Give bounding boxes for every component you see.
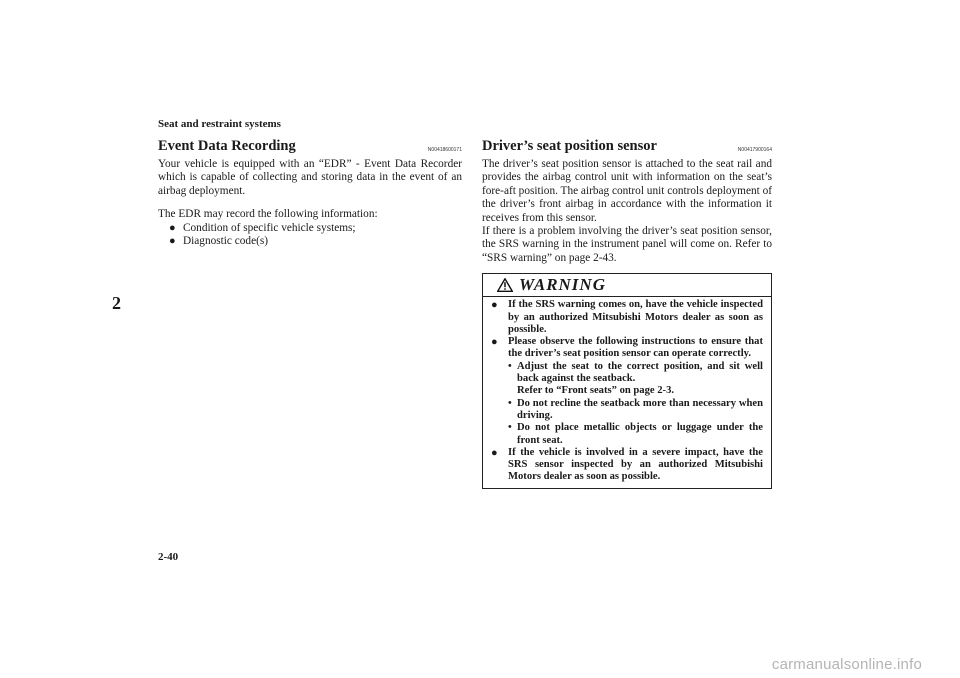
warning-subitem (508, 422, 763, 447)
bullet-icon: ● (169, 235, 176, 248)
sub-bullet-icon: • (508, 360, 512, 372)
warning-item-text: Please observe the following instructions to ensure that the driver’s seat position sensor can operate correctly. (508, 336, 763, 360)
warning-subitem (508, 361, 763, 398)
right-column (482, 138, 772, 489)
section-code: N00418600171 (427, 147, 462, 153)
bullet-icon: ● (491, 299, 498, 312)
warning-item (491, 336, 763, 447)
list-item-text: Diagnostic code(s) (183, 235, 269, 248)
watermark-link[interactable]: carmanualsonline.info (771, 656, 922, 673)
warning-box (482, 273, 772, 488)
seat-sensor-heading-row (482, 138, 772, 155)
list-item-text: Condition of specific vehicle systems; (183, 221, 356, 234)
warning-subitem-text: Do not recline the seatback more than necessary when driving. (517, 397, 763, 421)
left-column (158, 138, 462, 248)
section-header: Seat and restraint systems (158, 118, 281, 130)
sub-bullet-icon: • (508, 422, 512, 434)
warning-item-text: If the vehicle is involved in a severe impact, have the SRS sensor inspected by an authorized Mitsubishi Motors dealer as soon as possible. (508, 446, 763, 483)
body-paragraph: The driver’s seat position sensor is attached to the seat rail and provides the airbag control unit with information on the seat’s fore-aft position. The airbag control unit controls deployment of the driver’s front airbag in accordance with the information it receives from this sensor. (482, 158, 772, 224)
event-data-heading-row (158, 138, 462, 155)
warning-subitem (508, 398, 763, 423)
bullet-icon: ● (169, 221, 176, 234)
sub-bullet-icon: • (508, 397, 512, 409)
chapter-tab: 2 (112, 293, 121, 313)
page-number: 2-40 (158, 551, 179, 563)
section-code: N00417900164 (737, 147, 772, 153)
section-title: Driver’s seat position sensor (482, 138, 657, 154)
section-title: Event Data Recording (158, 138, 296, 154)
warning-header (483, 274, 771, 297)
cross-reference: Refer to “Front seats” on page 2-3. (517, 385, 675, 397)
warning-item (491, 299, 763, 336)
bullet-icon: ● (491, 336, 498, 349)
list-item (158, 222, 462, 235)
body-paragraph: Your vehicle is equipped with an “EDR” - Event Data Recorder which is capable of collecting and storing data in the event of an airbag deployment. (158, 158, 462, 197)
warning-body (483, 297, 771, 487)
warning-item-text: If the SRS warning comes on, have the vehicle inspected by an authorized Mitsubishi Motors dealer as soon as possible. (508, 299, 763, 335)
body-paragraph: The EDR may record the following information: (158, 208, 378, 221)
bullet-icon: ● (491, 446, 498, 459)
info-list (158, 222, 462, 249)
warning-triangle-icon (497, 278, 513, 292)
body-paragraph: If there is a problem involving the driver’s seat position sensor, the SRS warning in the instrument panel will come on. Refer to “SRS warning” on page 2-43. (482, 225, 772, 264)
warning-item (491, 447, 763, 484)
warning-subitem-text: Adjust the seat to the correct position, and sit well back against the seatback. (517, 360, 763, 385)
warning-subitem-text: Do not place metallic objects or luggage under the front seat. (517, 422, 763, 446)
warning-title: WARNING (519, 275, 606, 295)
list-item (158, 235, 462, 248)
